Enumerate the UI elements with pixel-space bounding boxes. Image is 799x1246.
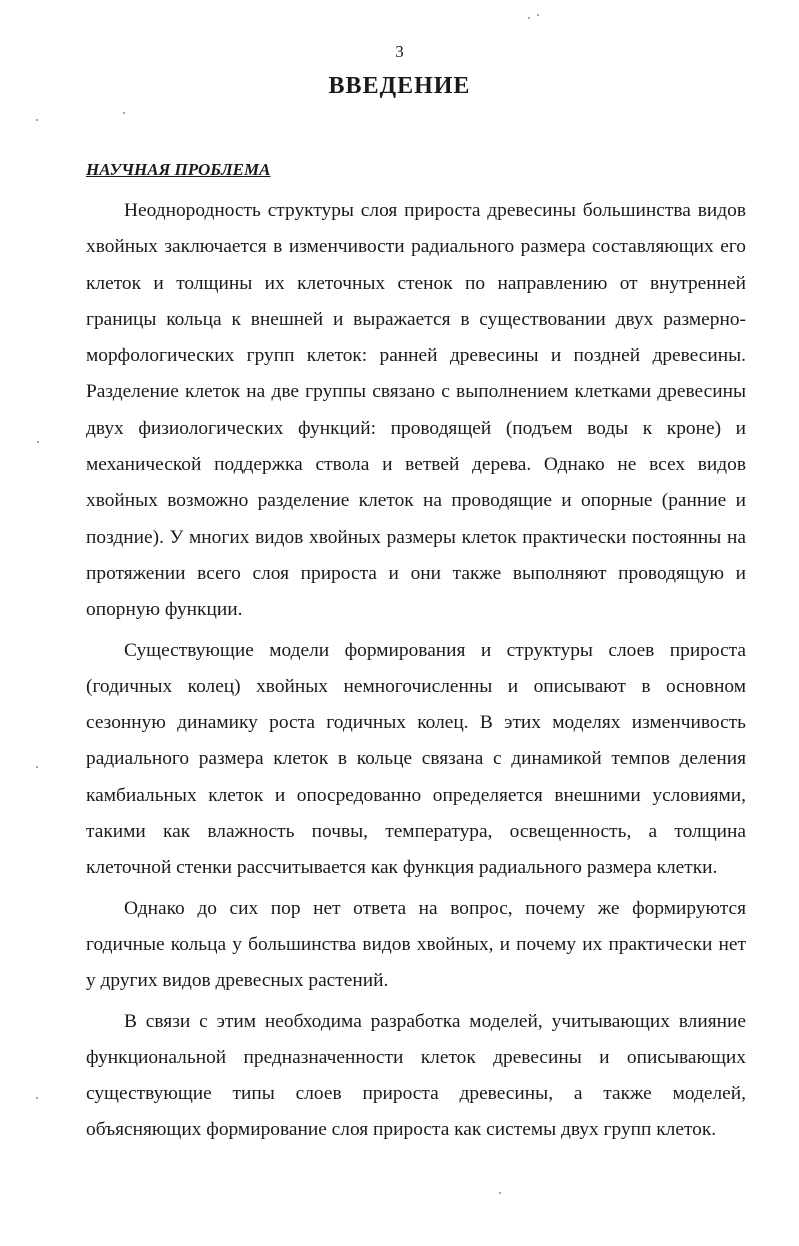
page-number: 3 [395, 42, 404, 61]
scan-speck [123, 112, 125, 114]
page-title: ВВЕДЕНИЕ [328, 73, 471, 99]
paragraph-1: Неоднородность структуры слоя прироста древесины большинства видов хвойных заключается в изменчивости радиального размера составляющих его клеток и толщины их клеточных стенок по направлению от внутренней границы кольца к внешней и выражается в существовании двух размерно-морфологических групп клеток: ранней древесины и поздней древесины. Разделение клеток на две группы связано с выполнением клетками древесины двух физиологических функций: проводящей (подъем воды к кроне) и механической поддержка ствола и ветвей дерева. Однако не всех видов хвойных возможно разделение клеток на проводящие и опорные (ранние и поздние). У многих видов хвойных размеры клеток практически постоянны на протяжении всего слоя прироста и они также выполняют проводящую и опорную функции. [86, 200, 746, 621]
scan-speck [37, 441, 39, 443]
body-text [86, 193, 746, 1153]
paragraph-4: В связи с этим необходима разработка моделей, учитывающих влияние функциональной предназначенности клеток древесины и описывающих существующие типы слоев прироста древесины, а также моделей, объясняющих формирование слоя прироста как системы двух групп клеток. [86, 1010, 746, 1141]
scan-speck [528, 17, 530, 19]
paragraph-2: Существующие модели формирования и структуры слоев прироста (годичных колец) хвойных немногочисленны и описывают в основном сезонную динамику роста годичных колец. В этих моделях изменчивость радиального размера клеток в кольце связана с динамикой темпов деления камбиальных клеток и опосредованно определяется внешними условиями, такими как влажность почвы, температура, освещенность, а толщина клеточной стенки рассчитывается как функция радиального размера клетки. [86, 639, 746, 879]
scan-speck [499, 1192, 501, 1194]
section-heading: НАУЧНАЯ ПРОБЛЕМА [86, 160, 271, 179]
scan-speck [36, 119, 38, 121]
scan-speck [36, 766, 38, 768]
scan-speck [36, 1097, 38, 1099]
scan-speck [537, 14, 539, 16]
paragraph-3: Однако до сих пор нет ответа на вопрос, почему же формируются годичные кольца у большинства видов хвойных, и почему их практически нет у других видов древесных растений. [86, 897, 746, 992]
